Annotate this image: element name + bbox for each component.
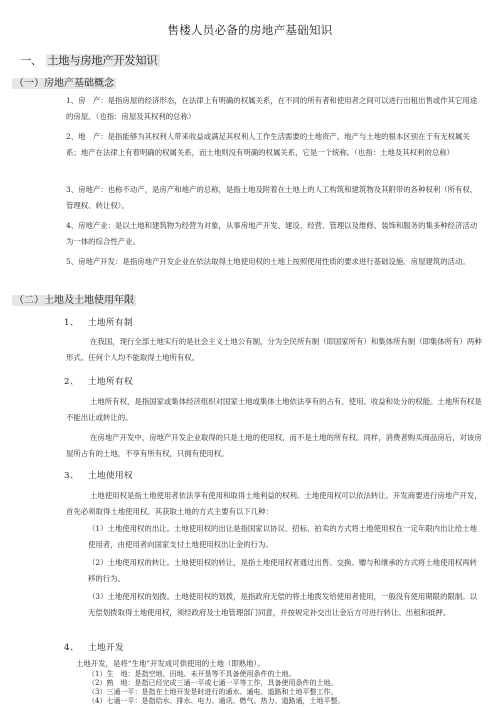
concept-item-housing: 1、房 产：是指房屋的经济形态，在法律上有明确的权属关系，在不同的所有者和使用者之间可以进行出租出售或作其它用途的房屋。（也指：房屋及其权利的总称） (66, 96, 478, 121)
subsection-heading-1 (12, 76, 492, 91)
use-right-item-grant: （1）土地使用权的出让。土地使用权的出让是指国家以协议、招标、拍卖的方式将土地使用权在一定年限内出让给土地使用者，由使用者向国家支付土地使用权出让金的行为。 (88, 524, 478, 549)
heading-land-use-right: 3、 土地使用权 (64, 471, 133, 481)
para-land-use-right: 土地使用权是指土地使用者依法享有使用和取得土地利益的权利。土地使用权可以依法转让。开发商要进行房地产开发，首先必须取得土地使用权。其获取土地的方式主要有以下几种： (66, 491, 482, 516)
development-item-raw-land: （1）生 地：是指空地、田地、未开垦等不具备使用条件的土地。 (88, 670, 296, 678)
use-right-item-transfer: （2）土地使用权的转让。土地使用权的转让，是指土地使用权者通过出售、交换、赠与和继承的方式将土地使用权再转移的行为。 (88, 558, 478, 583)
development-item-developed-land: （2）熟 地：是指已经完成三通一平或七通一平等工作，具备使用条件的土地。 (88, 679, 338, 687)
development-item-seven-connections: （4）七通一平：是指给水、排水、电力、通讯、燃气、热力、道路通，土地平整。 (88, 697, 345, 705)
para-land-development: 土地开发，是将“生地”开发成可供使用的土地（即熟地）。 (76, 659, 265, 668)
use-right-item-allocation: （3）土地使用权的划拨。土地使用权的划拨，是指政府无偿的将土地拨发给使用者使用，一般没有使用期限的限制。以无偿划拨取得土地使用权，须经政府及土地管理部门同意，并按规定补交出让金后方可进行转让、出租和抵押。 (88, 592, 478, 617)
subsection-heading-2 (12, 293, 492, 308)
subsection-heading-1-label: 房地产基础概念 (44, 78, 114, 89)
document-title: 售楼人员必备的房地产基础知识 (167, 23, 333, 37)
para-land-ownership-right-1: 土地所有权，是指国家或集体经济组织对国家土地或集体土地依法享有的占有、使用、收益和处分的权能。土地所有权是不能出让或转让的。 (66, 397, 482, 422)
concept-item-development: 5、房地产开发：是指房地产开发企业在依法取得土地使用权的土地上按照使用性质的要求进行基础设施、房屋建筑的活动。 (66, 257, 470, 266)
heading-land-ownership-system: 1、 土地所有制 (64, 318, 133, 328)
heading-land-ownership-right: 2、 土地所有权 (64, 377, 133, 387)
concept-item-land-asset: 2、地 产：是指能够为其权利人带来收益或满足其权利人工作生活需要的土地资产。地产与土地的根本区别在于有无权属关系；地产在法律上有着明确的权属关系，而土地则没有明确的权属关系，它是一个统称。（也指：土地及其权利的总称） (66, 132, 470, 157)
section-heading-1-label: 土地与房地产开发知识 (47, 54, 158, 67)
subsection-heading-2-label: 土地及土地使用年限 (44, 295, 134, 306)
para-land-ownership-right-2: 在房地产开发中，房地产开发企业取得的只是土地的使用权，而不是土地的所有权。同样，消费者购买商品房后，对该房屋所占有的土地，不享有所有权，只拥有使用权。 (66, 433, 482, 458)
development-item-three-connections: （3）三通一平：是指在土地开发是时进行的通水、通电、道路和土地平整工作。 (88, 688, 338, 696)
para-land-ownership-system: 在我国，现行全部土地实行的是社会主义土地公有制，分为全民所有制（即国家所有）和集体所有制（即集体所有）两种形式。任何个人均不能取得土地所有权。 (66, 337, 482, 362)
heading-land-development: 4、 土地开发 (64, 643, 124, 653)
section-heading-1-number: 一、 (20, 54, 42, 67)
subsection-heading-1-number: （一） (14, 78, 44, 89)
section-heading-1 (20, 53, 490, 69)
subsection-heading-2-number: （二） (14, 295, 44, 306)
concept-item-real-estate: 3、房地产：也称不动产，是房产和地产的总称，是指土地及附着在土地上的人工构筑和建筑物及其附带的各种权利（所有权、管理权、转让权）。 (66, 185, 478, 210)
concept-item-industry: 4、房地产业：是以土地和建筑物为经营为对象，从事房地产开发、建设、经营、管理以及维修、装饰和服务的集多种经济活动为一体的综合性产业。 (66, 221, 478, 246)
